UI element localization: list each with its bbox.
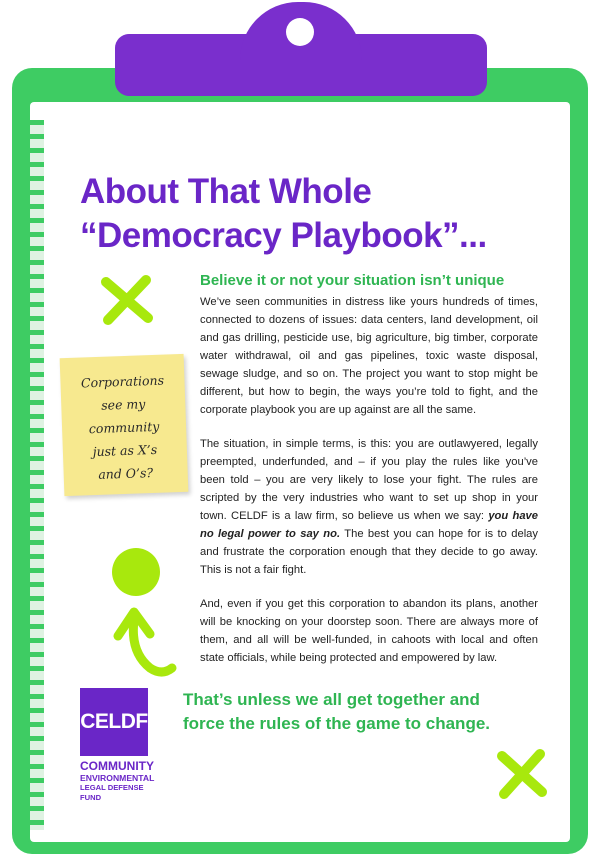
sticky-line-4: just as X’s bbox=[92, 441, 158, 460]
title-line-2: “Democracy Playbook”... bbox=[80, 216, 487, 255]
paragraph-1: We’ve seen communities in distress like yours hundreds of times, connected to dozens of issues: data centers, land development, oil and gas drilling, pesticide use, big agriculture, big timber, corporate water withdrawal, oil and gas pipelines, toxic waste disposal, sewage sludge, and so on. The project you want to stop might be different, but how to begin, the ways you’re told to fight, and the corporate playbook you are up against are all the same. bbox=[200, 296, 538, 416]
celdf-logo-wordmark bbox=[80, 760, 160, 803]
sticky-line-3: community bbox=[88, 418, 160, 437]
logo-line-2: ENVIRONMENTAL bbox=[80, 773, 155, 783]
x-mark-icon-bottom bbox=[492, 746, 554, 802]
paragraph-2-start: The situation, in simple terms, is this: you are outlawyered, legally preempted, underfunded, and – if you play the rules like you’ve been told – you are very likely to lose your fight. The rules are scripted by the very industries who want to set up shop in your town. CELDF is a law firm, so believe us when we say: bbox=[200, 438, 538, 522]
sticky-line-2: see my bbox=[100, 396, 146, 413]
paper-edge-notches bbox=[30, 120, 44, 830]
o-marker-arrow-icon bbox=[104, 540, 184, 685]
x-mark-icon bbox=[96, 272, 160, 328]
subheading: Believe it or not your situation isn’t unique bbox=[200, 272, 505, 289]
page-title bbox=[80, 170, 560, 258]
closing-statement bbox=[183, 688, 548, 736]
closing-line-1: That’s unless we all get together and bbox=[183, 690, 480, 709]
clip-hole bbox=[286, 18, 314, 46]
paragraph-2 bbox=[200, 435, 538, 579]
paragraph-3: And, even if you get this corporation to abandon its plans, another will be knocking on your doorstep soon. There are always more of them, and all will be well-funded, in cahoots with local and often state officials, while being protected and empowered by law. bbox=[200, 598, 538, 664]
sticky-line-5: and O’s? bbox=[98, 465, 154, 482]
closing-line-2: force the rules of the game to change. bbox=[183, 714, 491, 733]
title-line-1: About That Whole bbox=[80, 172, 372, 211]
logo-line-3: LEGAL DEFENSE FUND bbox=[80, 783, 144, 802]
paragraph-2-emphasis: you have no legal power to say no. bbox=[200, 510, 539, 540]
body-text bbox=[200, 293, 538, 683]
sticky-note-text bbox=[60, 368, 188, 487]
logo-line-1: COMMUNITY bbox=[80, 759, 154, 773]
sticky-note bbox=[60, 354, 189, 496]
celdf-logo-mark: CELDF bbox=[80, 688, 148, 756]
paragraph-2-end: The best you can hope for is to delay and frustrate the corporation enough that they decide to go away. This is not a fair fight. bbox=[200, 528, 538, 576]
sticky-line-1: Corporations bbox=[80, 372, 165, 391]
